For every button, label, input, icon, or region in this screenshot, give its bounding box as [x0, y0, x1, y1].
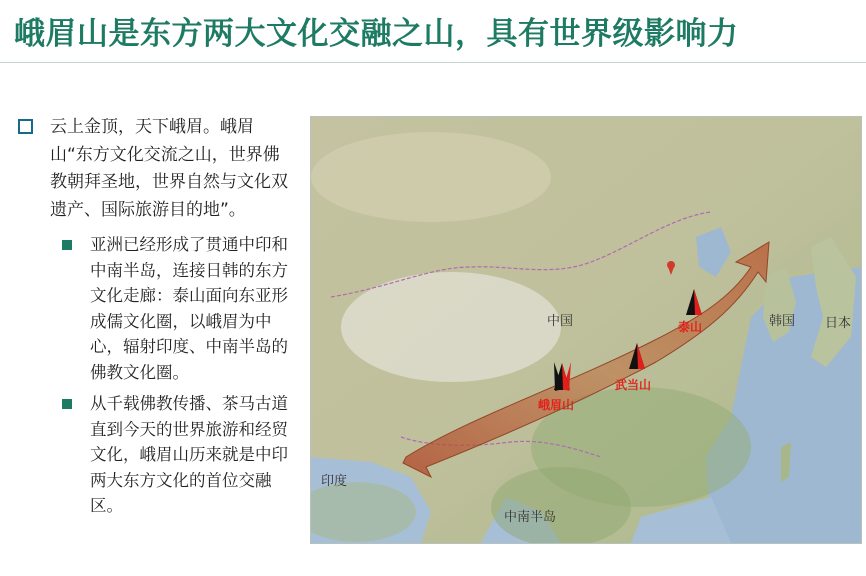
desert-shading — [311, 132, 551, 222]
hollow-square-bullet-icon — [18, 119, 33, 134]
emei-label: 峨眉山 — [538, 398, 575, 412]
korea-label: 韩国 — [769, 314, 796, 329]
bullet-sub-1-text: 亚洲已经形成了贯通中印和中南半岛，连接日韩的东方文化走廊：泰山面向东亚形成儒文化圈，以峨眉为中心，辐射印度、中南半岛的佛教文化圈。 — [90, 235, 288, 382]
bullet-sub-2 — [16, 391, 296, 519]
japan-label: 日本 — [825, 316, 852, 331]
indochina-label: 中南半岛 — [504, 510, 557, 525]
page-title: 峨眉山是东方两大文化交融之山，具有世界级影响力 — [14, 16, 739, 52]
plateau-shading — [341, 272, 561, 382]
bullet-main-text: 云上金顶，天下峨眉。峨眉山“东方文化交流之山，世界佛教朝拜圣地，世界自然与文化双遗产、国际旅游目的地”。 — [50, 117, 288, 220]
map-svg — [311, 117, 861, 543]
title-divider — [0, 62, 866, 63]
china-label: 中国 — [547, 314, 574, 329]
wudang-label: 武当山 — [615, 378, 652, 392]
square-bullet-icon — [62, 399, 72, 409]
taishan-label: 泰山 — [678, 320, 703, 334]
bullet-sub-1 — [16, 232, 296, 385]
square-bullet-icon — [62, 240, 72, 250]
bullet-main — [16, 114, 296, 224]
india-label: 印度 — [321, 474, 348, 489]
bullet-list — [16, 114, 296, 519]
bullet-sub-2-text: 从千载佛教传播、茶马古道直到今天的世界旅游和经贸文化，峨眉山历来就是中印两大东方文化的首位交融区。 — [90, 394, 288, 515]
culture-corridor-map — [310, 116, 862, 544]
